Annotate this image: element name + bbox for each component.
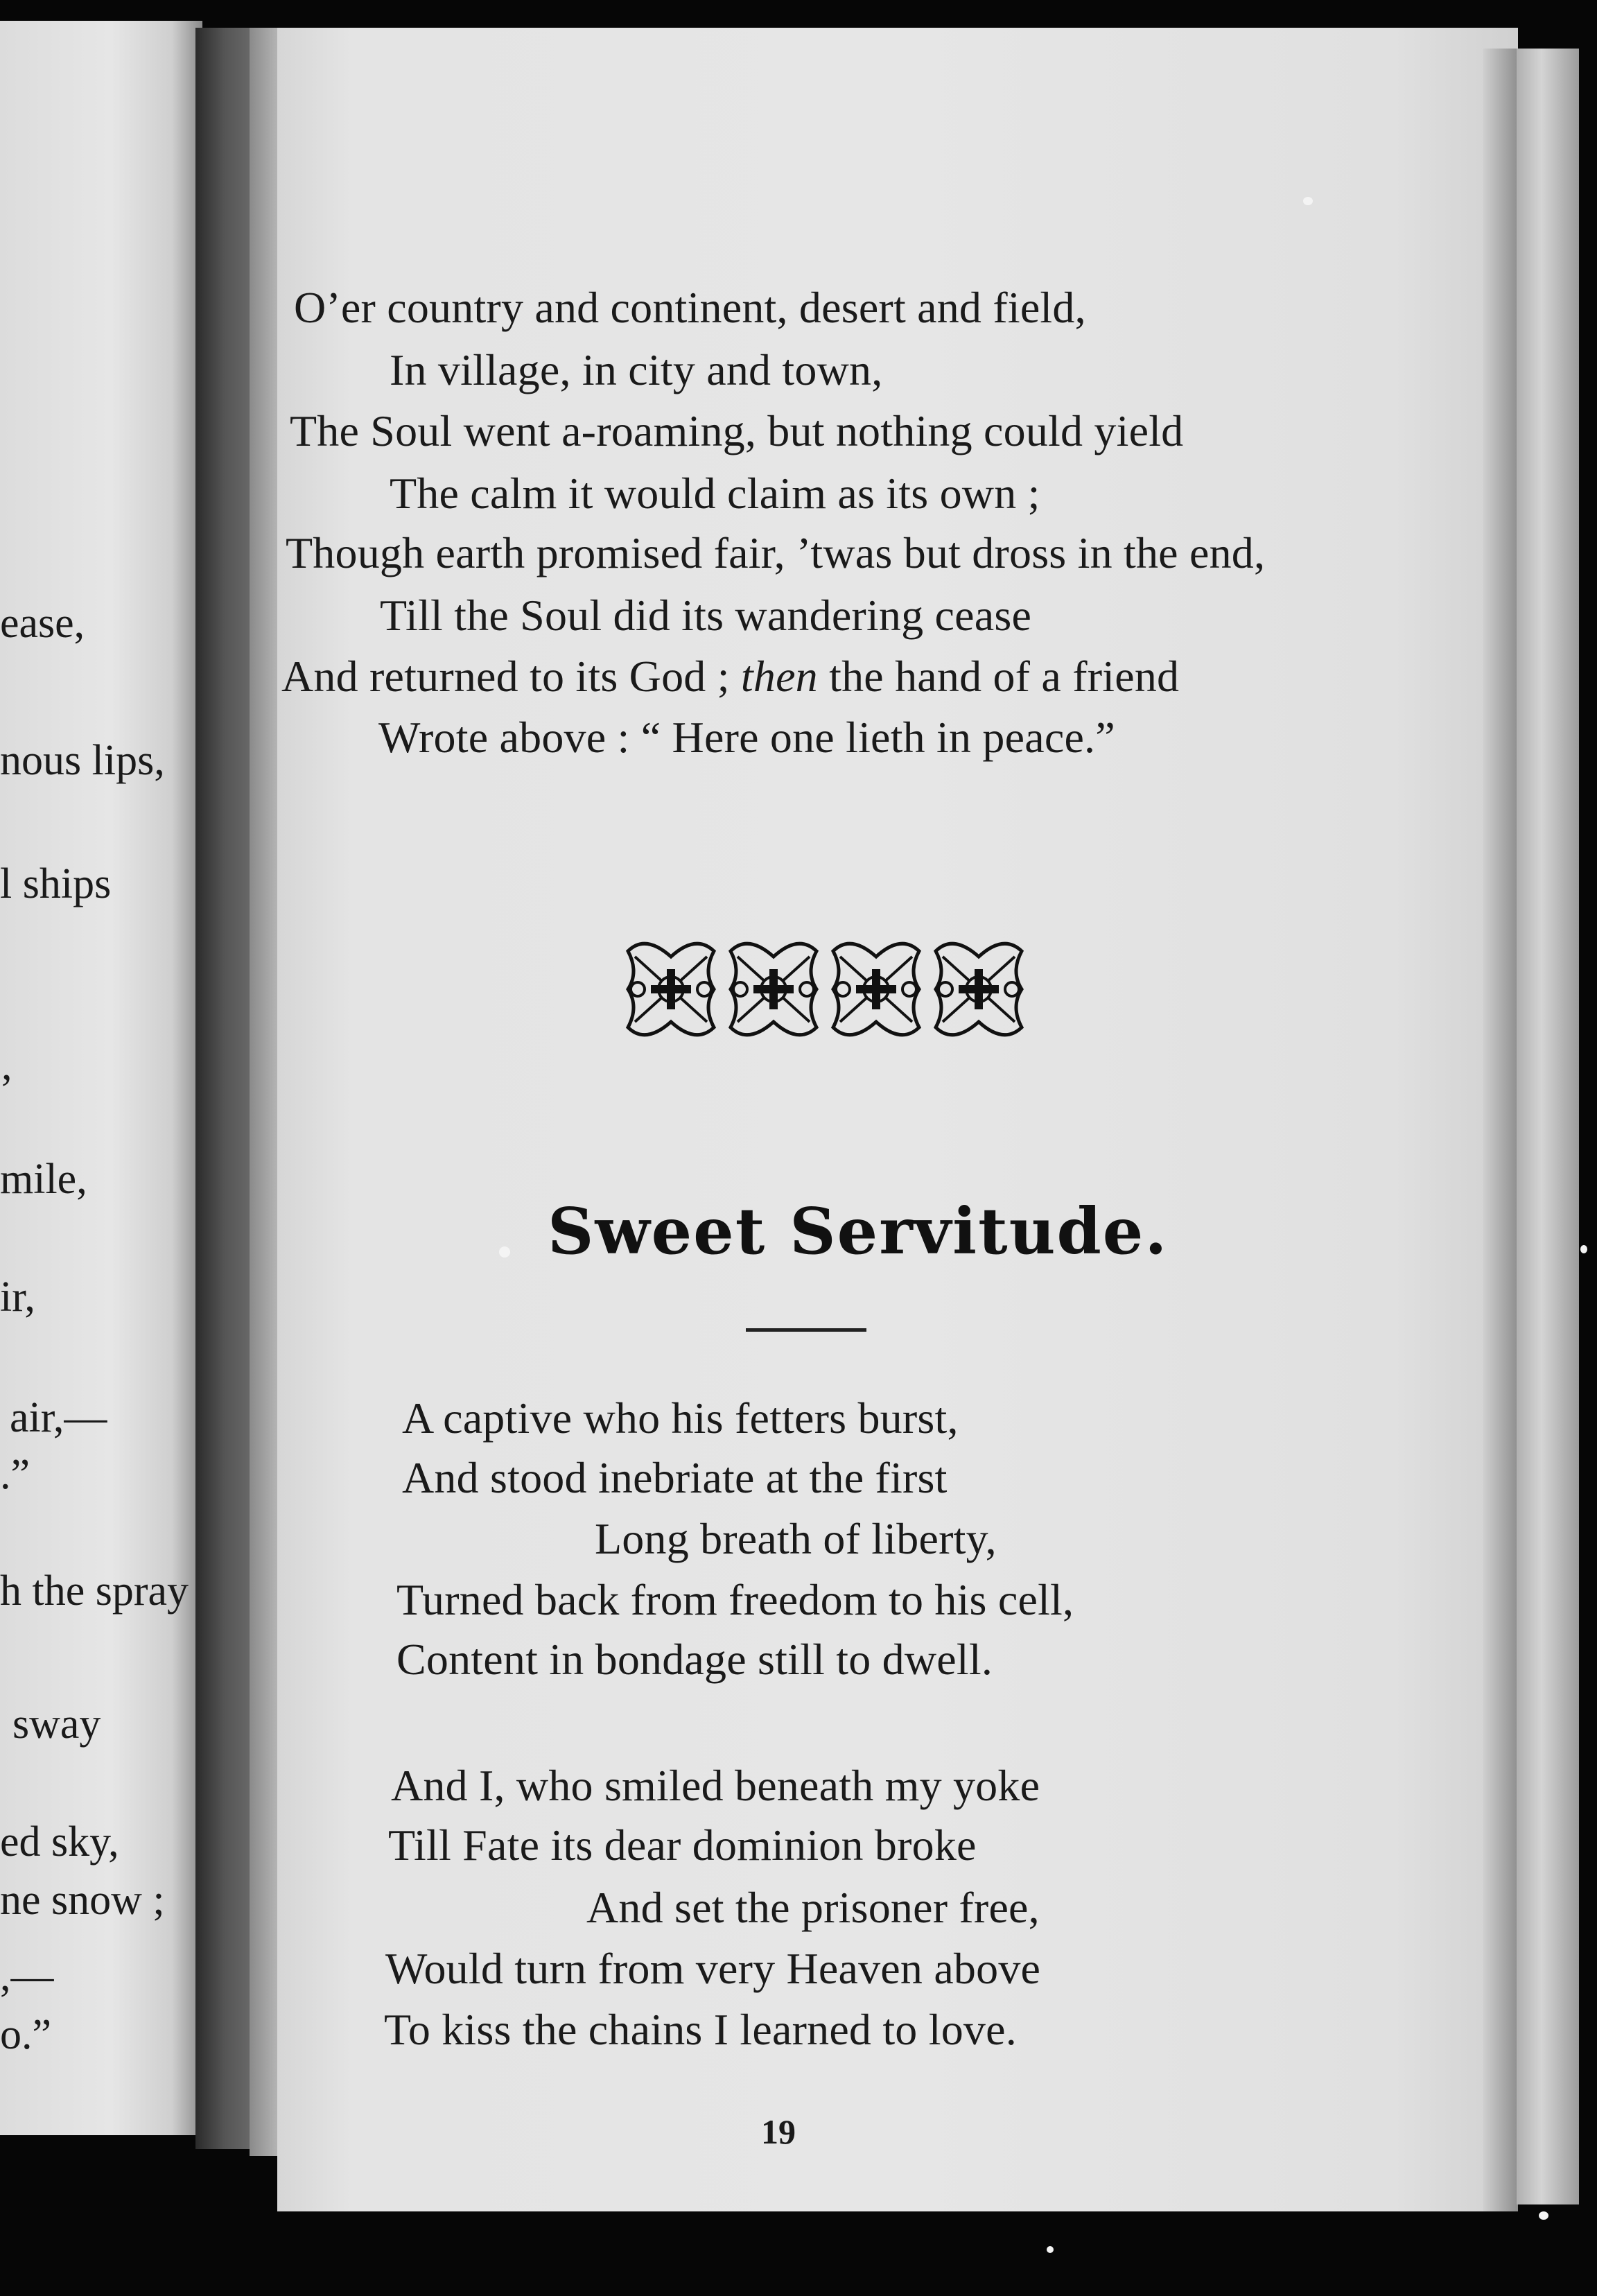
poem-line: Till Fate its dear dominion broke bbox=[388, 1820, 977, 1870]
poem-line: The Soul went a-roaming, but nothing could yield bbox=[290, 406, 1184, 455]
poem-line-end: the hand of a friend bbox=[829, 652, 1180, 701]
poem-line: In village, in city and town, bbox=[390, 345, 883, 394]
left-fragment: ease, bbox=[0, 600, 85, 647]
left-fragment: nous lips, bbox=[0, 737, 165, 784]
left-fragment: sway bbox=[12, 1701, 101, 1748]
poem-line: Till the Soul did its wandering cease bbox=[380, 591, 1032, 640]
page-edges bbox=[1517, 49, 1579, 2204]
left-fragment: .” bbox=[0, 1451, 30, 1498]
left-fragment: ,— bbox=[0, 1953, 54, 2000]
scan-speck bbox=[1303, 197, 1313, 205]
poem-line: Content in bondage still to dwell. bbox=[396, 1635, 993, 1684]
scan-speck bbox=[1047, 2246, 1054, 2253]
poem-line: Wrote above : “ Here one lieth in peace.” bbox=[378, 713, 1115, 762]
left-fragment: l ships bbox=[0, 860, 112, 907]
page-number: 19 bbox=[761, 2112, 796, 2151]
left-fragment: mile, bbox=[0, 1156, 87, 1203]
poem-line: And stood inebriate at the first bbox=[402, 1453, 948, 1502]
poem-line: Turned back from freedom to his cell, bbox=[396, 1575, 1074, 1624]
left-fragment: ed sky, bbox=[0, 1818, 119, 1866]
left-fragment: , bbox=[1, 1042, 12, 1089]
emphasized-word: then bbox=[740, 652, 818, 701]
left-fragment: o.” bbox=[0, 2011, 52, 2058]
poem-line: And set the prisoner free, bbox=[586, 1883, 1040, 1932]
poem-line: O’er country and continent, desert and field, bbox=[294, 283, 1086, 332]
left-facing-page bbox=[0, 21, 202, 2135]
poem-line: A captive who his fetters burst, bbox=[402, 1393, 959, 1443]
poem-line: Long breath of liberty, bbox=[595, 1514, 997, 1563]
poem-line bbox=[281, 654, 1179, 699]
scan-speck bbox=[1580, 1245, 1587, 1253]
poem-line: Would turn from very Heaven above bbox=[385, 1944, 1041, 1993]
left-fragment: ne snow ; bbox=[0, 1877, 165, 1924]
celtic-knot-ornament-icon bbox=[621, 937, 1027, 1041]
poem-line: The calm it would claim as its own ; bbox=[390, 469, 1040, 518]
poem-line-start: And returned to its God ; bbox=[281, 652, 730, 701]
scan-speck bbox=[499, 1246, 510, 1258]
page-edge-shadow bbox=[1483, 49, 1518, 2211]
title-rule bbox=[746, 1328, 866, 1332]
left-fragment: ir, bbox=[0, 1273, 35, 1321]
scan-speck bbox=[1539, 2211, 1548, 2220]
poem-line: To kiss the chains I learned to love. bbox=[384, 2005, 1017, 2054]
poem-line: And I, who smiled beneath my yoke bbox=[391, 1761, 1040, 1810]
poem-title: Sweet Servitude. bbox=[548, 1194, 1169, 1269]
left-fragment: air,— bbox=[10, 1394, 107, 1441]
left-fragment: h the spray bbox=[0, 1567, 189, 1615]
poem-line: Though earth promised fair, ’twas but dross in the end, bbox=[286, 528, 1266, 577]
